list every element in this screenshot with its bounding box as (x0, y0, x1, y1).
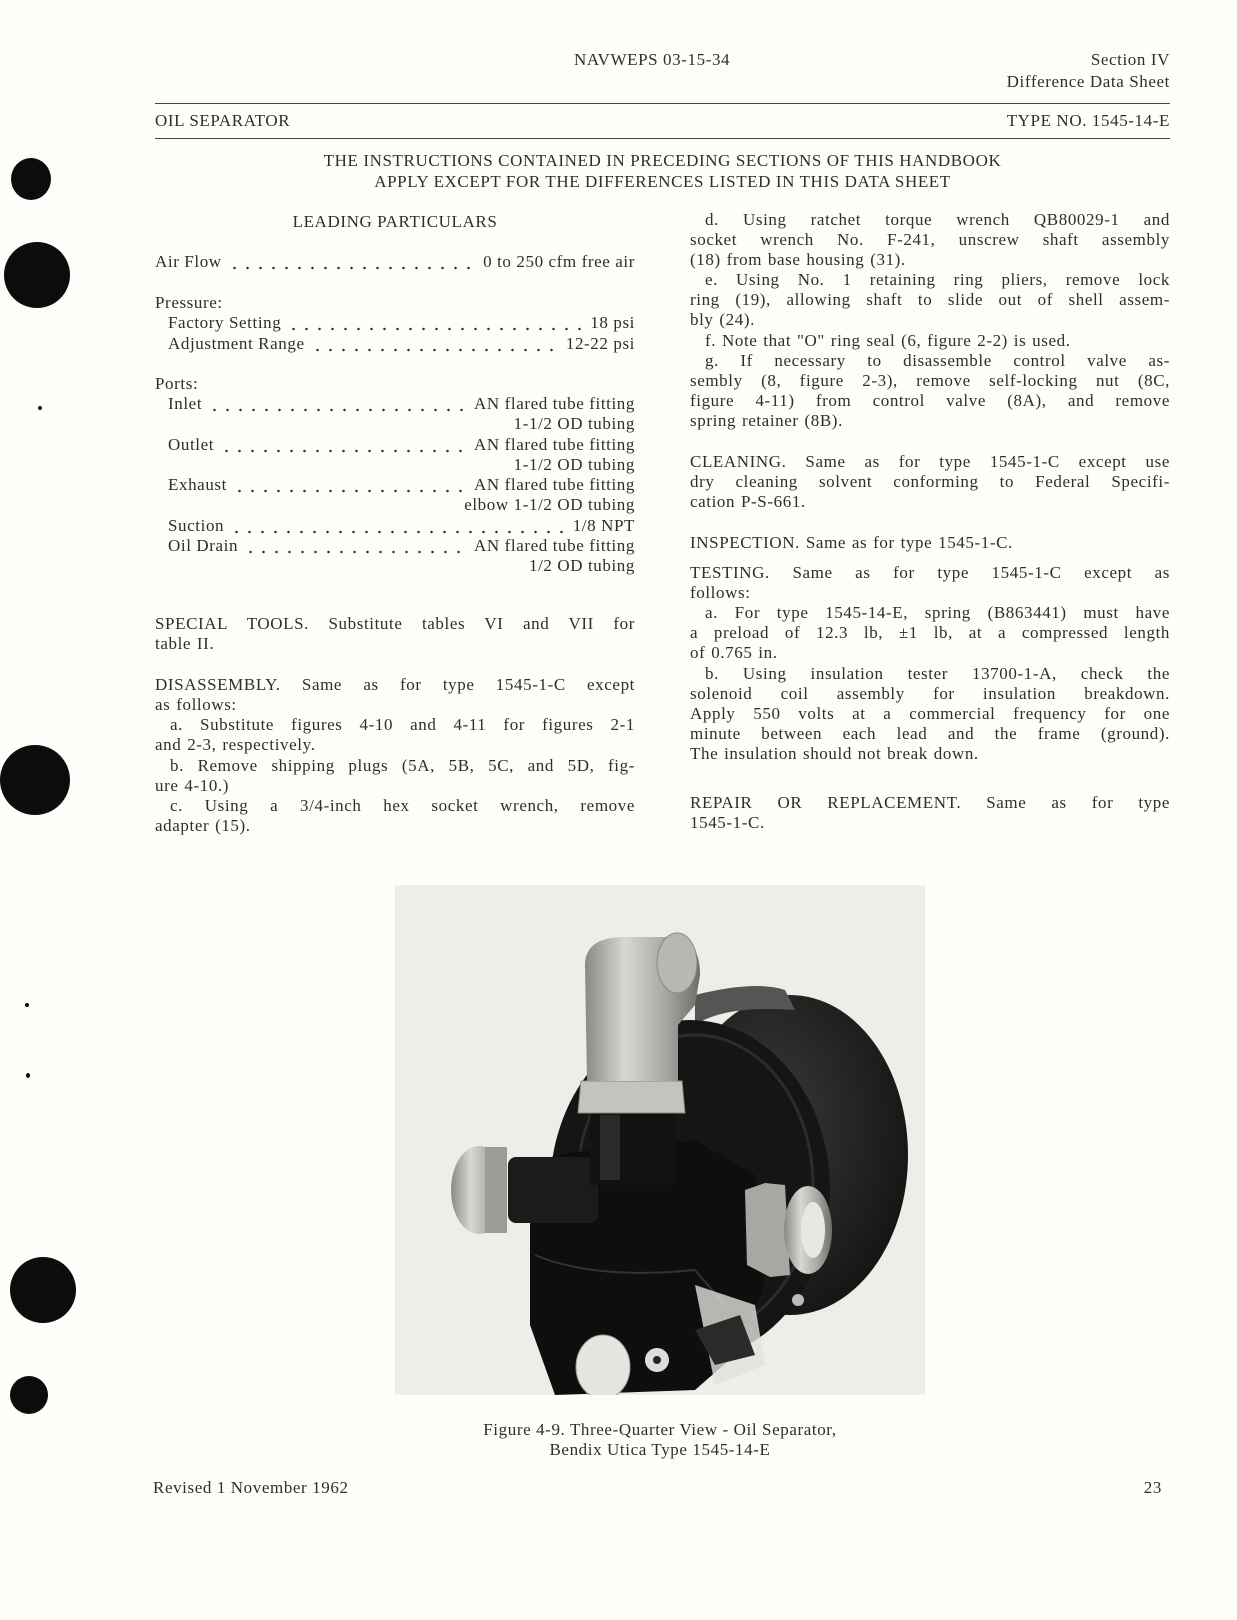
text-line: ring (19), allowing shaft to slide out of shell assem- (690, 290, 1170, 309)
paragraph-inspection (690, 533, 1170, 553)
particular-value-continued: 1-1/2 OD tubing (513, 455, 635, 474)
paragraph-disassembly-a (155, 715, 635, 755)
text-line: a. For type 1545-14-E, spring (B863441) must have (705, 603, 1170, 622)
oil-separator-photo (395, 885, 925, 1395)
text-line: bly (24). (690, 310, 755, 329)
particular-label: Outlet (168, 435, 215, 454)
particular-value: 12-22 psi (565, 334, 635, 353)
dot-leader (230, 516, 567, 536)
text-line: as follows: (155, 695, 237, 714)
binder-hole (0, 745, 70, 815)
paragraph-disassembly-f (690, 331, 1170, 351)
text-line: SPECIAL TOOLS. Substitute tables VI and VII for (155, 614, 635, 633)
paragraph-repair (690, 793, 1170, 833)
text-line: and 2-3, respectively. (155, 735, 316, 754)
text-line: b. Using insulation tester 13700-1-A, check the (705, 664, 1170, 683)
paragraph-disassembly-c (155, 796, 635, 836)
page-title: OIL SEPARATOR (155, 111, 291, 130)
particular-row (155, 374, 635, 394)
speck (26, 1073, 30, 1078)
particular-value-continued: 1-1/2 OD tubing (513, 414, 635, 433)
speck (25, 1003, 29, 1007)
text-line: ure 4-10.) (155, 776, 230, 795)
particular-label: Oil Drain (168, 536, 239, 555)
particular-label: Pressure: (155, 293, 223, 312)
paragraph-special-tools (155, 614, 635, 654)
text-line: dry cleaning solvent conforming to Federal Specifi- (690, 472, 1170, 491)
text-line: table II. (155, 634, 215, 653)
text-line: cation P-S-661. (690, 492, 806, 511)
paragraph-disassembly-b (155, 756, 635, 796)
paragraph-testing-a (690, 603, 1170, 663)
particular-value: AN flared tube fitting (474, 394, 635, 413)
header-rule (155, 103, 1170, 104)
text-line: socket wrench No. F-241, unscrew shaft assembly (690, 230, 1170, 249)
speck (38, 406, 42, 410)
particular-row (168, 313, 635, 333)
text-line: a preload of 12.3 lb, ±1 lb, at a compressed length (690, 623, 1170, 642)
particular-row (168, 334, 635, 354)
binder-hole (4, 242, 70, 308)
dot-leader (311, 334, 560, 354)
paragraph-disassembly-d (690, 210, 1170, 270)
particular-value: 1/8 NPT (572, 516, 635, 535)
title-rule (155, 138, 1170, 139)
text-line: g. If necessary to disassemble control valve as- (705, 351, 1170, 370)
paragraph-cleaning (690, 452, 1170, 512)
particular-row (155, 293, 635, 313)
text-line: adapter (15). (155, 816, 251, 835)
particular-row (168, 475, 635, 495)
paragraph-testing (690, 563, 1170, 603)
dot-leader (220, 435, 468, 455)
text-line: e. Using No. 1 retaining ring pliers, remove lock (705, 270, 1170, 289)
particular-label: Factory Setting (168, 313, 282, 332)
text-line: INSPECTION. Same as for type 1545-1-C. (690, 533, 1013, 552)
particular-row (168, 435, 635, 455)
binder-hole (11, 158, 51, 200)
text-line: DISASSEMBLY. Same as for type 1545-1-C except (155, 675, 635, 694)
paragraph-disassembly-e (690, 270, 1170, 330)
type-number: TYPE NO. 1545-14-E (1006, 111, 1170, 130)
text-line: (18) from base housing (31). (690, 250, 906, 269)
text-line: sembly (8, figure 2-3), remove self-locking nut (8C, (690, 371, 1170, 390)
dot-leader (228, 252, 477, 272)
text-line: follows: (690, 583, 751, 602)
text-line: TESTING. Same as for type 1545-1-C except as (690, 563, 1170, 582)
particular-value: 0 to 250 cfm free air (483, 252, 635, 271)
particular-label: Exhaust (168, 475, 227, 494)
particular-label: Ports: (155, 374, 199, 393)
text-line: The insulation should not break down. (690, 744, 979, 763)
paragraph-testing-b (690, 664, 1170, 764)
sheet-type: Difference Data Sheet (1006, 72, 1170, 91)
instructions-line: APPLY EXCEPT FOR THE DIFFERENCES LISTED IN THIS DATA SHEET (374, 172, 951, 191)
page-number: 23 (1143, 1478, 1162, 1497)
binder-hole (10, 1376, 48, 1414)
text-line: CLEANING. Same as for type 1545-1-C except use (690, 452, 1170, 471)
particular-value: AN flared tube fitting (474, 536, 635, 555)
particular-row (155, 252, 635, 272)
text-line: b. Remove shipping plugs (5A, 5B, 5C, and 5D, fig- (170, 756, 635, 775)
particular-label: Adjustment Range (168, 334, 305, 353)
dot-leader (244, 536, 468, 556)
paragraph-disassembly (155, 675, 635, 715)
text-line: solenoid coil assembly for insulation breakdown. (690, 684, 1170, 703)
particular-label: Inlet (168, 394, 203, 413)
text-line: a. Substitute figures 4-10 and 4-11 for figures 2-1 (170, 715, 635, 734)
text-line: minute between each lead and the frame (ground). (690, 724, 1170, 743)
dot-leader (287, 313, 584, 333)
particular-value: 18 psi (590, 313, 635, 332)
dot-leader (208, 394, 468, 414)
text-line: REPAIR OR REPLACEMENT. Same as for type (690, 793, 1170, 812)
text-line: d. Using ratchet torque wrench QB80029-1 and (705, 210, 1170, 229)
figure-photo (395, 885, 925, 1395)
figure-caption-line1: Figure 4-9. Three-Quarter View - Oil Separator, (483, 1420, 837, 1439)
revision-date: Revised 1 November 1962 (153, 1478, 349, 1497)
doc-number: NAVWEPS 03-15-34 (574, 50, 731, 69)
text-line: f. Note that "O" ring seal (6, figure 2-2) is used. (705, 331, 1071, 350)
section-label: Section IV (1090, 50, 1170, 69)
figure-caption-line2: Bendix Utica Type 1545-14-E (549, 1440, 771, 1459)
particular-label: Suction (168, 516, 225, 535)
text-line: spring retainer (8B). (690, 411, 843, 430)
particular-value-continued: 1/2 OD tubing (528, 556, 635, 575)
particular-row (168, 516, 635, 536)
paragraph-disassembly-g (690, 351, 1170, 431)
particular-value: AN flared tube fitting (474, 435, 635, 454)
particular-row (168, 394, 635, 414)
text-line: figure 4-11) from control valve (8A), and remove (690, 391, 1170, 410)
binder-hole (10, 1257, 76, 1323)
text-line: Apply 550 volts at a commercial frequency for one (690, 704, 1170, 723)
particular-value-continued: elbow 1-1/2 OD tubing (464, 495, 635, 514)
dot-leader (233, 475, 468, 495)
particular-value: AN flared tube fitting (474, 475, 635, 494)
text-line: 1545-1-C. (690, 813, 765, 832)
particular-row (168, 536, 635, 556)
text-line: c. Using a 3/4-inch hex socket wrench, remove (170, 796, 635, 815)
instructions-line: THE INSTRUCTIONS CONTAINED IN PRECEDING SECTIONS OF THIS HANDBOOK (323, 151, 1002, 170)
leading-particulars-heading: LEADING PARTICULARS (292, 212, 498, 231)
particular-label: Air Flow (155, 252, 222, 271)
text-line: of 0.765 in. (690, 643, 778, 662)
